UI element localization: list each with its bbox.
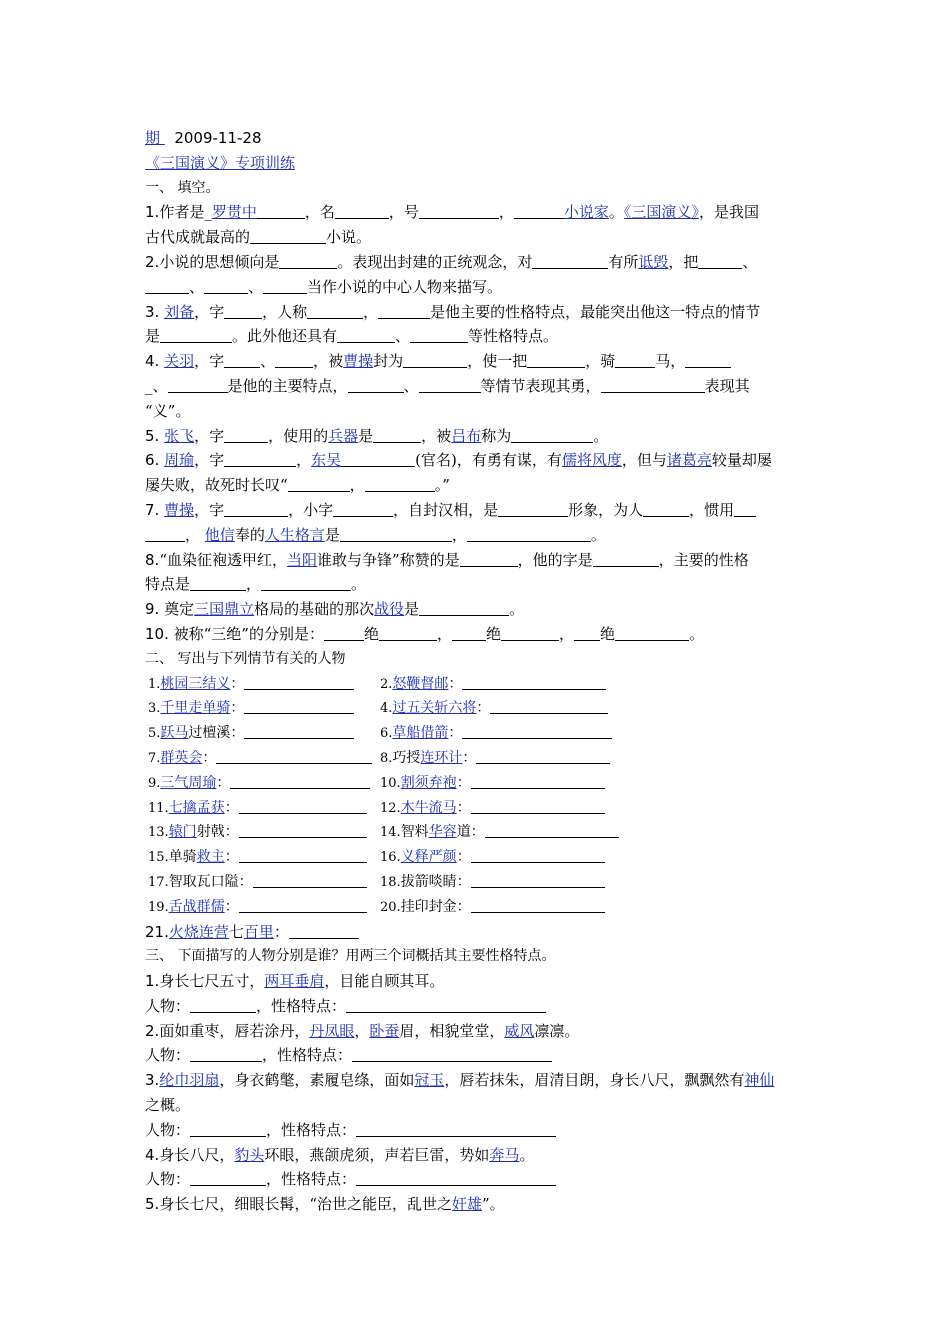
answer-blank[interactable]	[601, 377, 705, 393]
shenxian-link[interactable]: 神仙	[744, 1071, 775, 1090]
plot-row: 11.七擒孟获： 12.木牛流马：	[145, 796, 810, 821]
answer-blank[interactable]	[239, 822, 367, 838]
plot-link[interactable]: 三气周瑜	[160, 774, 217, 791]
answer-blank[interactable]	[501, 625, 559, 641]
title-line	[145, 151, 810, 176]
answer-blank[interactable]	[460, 551, 518, 567]
plot-link[interactable]: 怒鞭督邮	[392, 675, 449, 692]
motto-link[interactable]: 人生格言	[264, 525, 325, 544]
benma-link[interactable]: 奔马	[489, 1145, 520, 1164]
plot-link[interactable]: 千里走单骑	[160, 700, 231, 717]
q3-line2: 是 。此外他还具有 、 等性格特点。	[145, 327, 559, 346]
rujiang-link[interactable]: 儒将风度	[561, 451, 622, 470]
answer-blank[interactable]	[685, 352, 731, 368]
answer-blank[interactable]	[145, 526, 185, 542]
guanyu-jade-link[interactable]: 冠玉	[414, 1071, 445, 1090]
trait-blank[interactable]	[346, 997, 546, 1013]
s3-q4: 4.身长八尺，豹头环眼，燕颌虎须，声若巨雷，势如奔马。	[145, 1145, 535, 1164]
answer-blank[interactable]	[471, 872, 605, 888]
answer-blank[interactable]	[419, 203, 499, 219]
huoshaolianying-link[interactable]: 火烧连营	[168, 922, 229, 941]
answer-blank[interactable]	[250, 228, 326, 244]
plot-row: 13.辕门射戟： 14.智料华容道：	[145, 820, 810, 845]
document-body	[145, 126, 810, 1217]
q5-line: 5. 张飞，字 ，使用的兵器是 ，被吕布称为 。	[145, 426, 609, 445]
answer-blank[interactable]	[160, 327, 232, 343]
answer-blank[interactable]	[204, 278, 248, 294]
answer-blank[interactable]	[224, 427, 268, 443]
zhugeliang-link[interactable]: 诸葛亮	[666, 451, 712, 470]
section1-heading: 一、 填空。	[145, 179, 220, 196]
answer-blank[interactable]	[615, 625, 689, 641]
q4-line1: 4. 关羽，字 、 ，被曹操封为 ，使一把 ，骑 马，	[145, 349, 810, 374]
answer-blank[interactable]	[471, 798, 605, 814]
answer-blank[interactable]	[574, 625, 600, 641]
guanyu-link[interactable]: 关羽	[164, 352, 195, 371]
dangyang-link[interactable]: 当阳	[286, 550, 317, 569]
answer-blank[interactable]	[643, 501, 689, 517]
wocan-link[interactable]: 卧蚕	[369, 1021, 400, 1040]
weapon-link[interactable]: 兵器	[328, 426, 359, 445]
answer-blank[interactable]	[335, 203, 389, 219]
answer-blank[interactable]	[224, 501, 288, 517]
s3-q4-answer: 人物： ，性格特点：	[145, 1167, 810, 1192]
lvbu-link[interactable]: 吕布	[451, 426, 482, 445]
title-rest[interactable]: 专项训练	[235, 153, 296, 172]
answer-blank[interactable]	[145, 278, 189, 294]
answer-blank[interactable]	[615, 352, 655, 368]
answer-blank[interactable]	[337, 327, 395, 343]
answer-blank[interactable]	[498, 501, 568, 517]
lunjinyushan-link[interactable]: 纶巾羽扇	[159, 1071, 220, 1090]
caocao-link-2[interactable]: 曹操	[164, 500, 195, 519]
q6-line2: 屡失败，故死时长叹“ ， 。”	[145, 476, 450, 495]
plot-link[interactable]: 舌战群儒	[168, 898, 225, 915]
answer-blank[interactable]	[462, 723, 612, 739]
weifeng-link[interactable]: 威风	[504, 1021, 535, 1040]
trait-blank[interactable]	[356, 1170, 556, 1186]
sanguodingli-link[interactable]: 三国鼎立	[194, 600, 255, 619]
novelist-link[interactable]: 小说家	[563, 203, 609, 222]
q4-line2: _、 是他的主要特点， 、 等情节表现其勇， 表现其	[145, 376, 750, 395]
person-blank[interactable]	[190, 1170, 266, 1186]
luoguanzhong-link[interactable]: 罗贯中	[211, 203, 257, 222]
plot-link[interactable]: 连环计	[420, 749, 463, 766]
s3-q2: 2.面如重枣，唇若涂丹，丹凤眼，卧蚕眉，相貌堂堂，威风凛凛。	[145, 1021, 580, 1040]
q7-line1: 7. 曹操，字 ，小字 ，自封汉相，是 形象，为人 ，惯用	[145, 498, 810, 523]
q1-line2: 古代成就最高的 小说。	[145, 228, 372, 247]
answer-blank[interactable]	[288, 476, 350, 492]
plot-link[interactable]: 草船借箭	[392, 725, 449, 742]
plot-row: 17.智取瓦口隘： 18.拔箭啖睛：	[145, 870, 810, 895]
s3-q5: 5.身长七尺，细眼长髯，“治世之能臣，乱世之奸雄”。	[145, 1195, 505, 1214]
q9-line: 9. 奠定三国鼎立格局的基础的那次战役是 。	[145, 600, 525, 619]
answer-blank[interactable]	[462, 674, 606, 690]
plot-link[interactable]: 桃园三结义	[160, 675, 231, 692]
plot-link[interactable]: 过五关斩六将	[392, 700, 477, 717]
plot-link[interactable]: 七擒孟获	[168, 799, 225, 816]
answer-blank[interactable]	[476, 748, 610, 764]
answer-blank[interactable]	[593, 551, 659, 567]
plot-row: 3.千里走单骑： 4.过五关斩六将：	[145, 696, 810, 721]
period-link[interactable]: 期	[145, 129, 165, 147]
section2-heading: 二、 写出与下列情节有关的人物	[145, 650, 346, 667]
s3-q1: 1.身长七尺五寸，两耳垂肩，目能自顾其耳。	[145, 972, 445, 991]
q10-line: 10. 被称“三绝”的分别是： 绝 ， 绝 ， 绝 。	[145, 624, 705, 643]
answer-blank[interactable]	[239, 798, 367, 814]
answer-blank[interactable]	[467, 526, 591, 542]
answer-blank[interactable]	[224, 352, 260, 368]
answer-blank[interactable]	[379, 625, 437, 641]
answer-blank[interactable]	[452, 625, 486, 641]
plot-row: 1.桃园三结义： 2.怒鞭督邮：	[145, 672, 810, 697]
answer-blank[interactable]	[239, 847, 367, 863]
plot-row: 19.舌战群儒： 20.挂印封金：	[145, 895, 810, 920]
answer-blank[interactable]	[307, 303, 363, 319]
answer-blank[interactable]	[275, 352, 313, 368]
plot-link[interactable]: 割须弃袍	[400, 774, 457, 791]
answer-blank[interactable]	[263, 278, 307, 294]
answer-blank[interactable]	[257, 203, 305, 219]
plot-row: 15.单骑救主： 16.义释严颜：	[145, 845, 810, 870]
answer-blank[interactable]	[244, 723, 354, 739]
sanguoyanyi-link[interactable]: 《三国演义》	[623, 203, 699, 222]
answer-blank[interactable]	[527, 352, 585, 368]
baili-link[interactable]: 百里	[243, 922, 274, 941]
person-blank[interactable]	[190, 1121, 266, 1137]
answer-blank[interactable]	[698, 253, 742, 269]
answer-blank[interactable]	[244, 698, 354, 714]
answer-blank[interactable]	[289, 923, 359, 939]
s3-q1-answer: 人物： ，性格特点：	[145, 994, 810, 1019]
answer-blank[interactable]	[365, 476, 435, 492]
answer-blank[interactable]	[230, 773, 370, 789]
plot-link[interactable]: 救主	[196, 849, 225, 866]
answer-blank[interactable]	[485, 822, 619, 838]
section3-heading: 三、 下面描写的人物分别是谁？用两三个词概括其主要性格特点。	[145, 948, 556, 965]
trait-blank[interactable]	[352, 1046, 552, 1062]
answer-blank[interactable]	[224, 303, 262, 319]
q2-line1: 2.小说的思想倾向是 。表现出封建的正统观念，对 有所诋毁，把 、	[145, 252, 758, 271]
plot-link[interactable]: 辕门	[168, 824, 197, 841]
answer-blank[interactable]	[734, 501, 756, 517]
answer-blank[interactable]	[471, 773, 605, 789]
zhangfei-link[interactable]: 张飞	[164, 426, 195, 445]
q6-line1: 6. 周瑜，字 ，东吴 (官名)，有勇有谋，有儒将风度，但与诸葛亮较量却屡	[145, 451, 772, 470]
caocao-link[interactable]: 曹操	[343, 352, 374, 371]
answer-blank[interactable]	[279, 253, 337, 269]
dihui-link[interactable]: 诋毁	[638, 252, 669, 271]
answer-blank[interactable]	[261, 575, 351, 591]
dongwu-link[interactable]: 东吴	[311, 451, 342, 470]
answer-blank[interactable]	[341, 451, 415, 467]
taxin-link[interactable]: 他信	[204, 525, 235, 544]
plot-link[interactable]: 群英会	[160, 749, 203, 766]
answer-blank[interactable]	[190, 575, 246, 591]
answer-blank[interactable]	[224, 451, 296, 467]
q8-line1: 8.“血染征袍透甲红，当阳谁敢与争锋”称赞的是 ，他的字是 ，主要的性格	[145, 550, 749, 569]
q7-line2: ， 他信奉的人生格言是 ， 。	[145, 523, 810, 548]
q2-line2: 、 、 当作小说的中心人物来描写。	[145, 275, 810, 300]
answer-blank[interactable]	[373, 427, 421, 443]
answer-blank[interactable]	[511, 427, 593, 443]
plot-link[interactable]: 华容	[428, 824, 457, 841]
q4-line3: “义”。	[145, 401, 191, 420]
header-line	[145, 126, 810, 151]
plot-row: 7.群英会： 8.巧授连环计：	[145, 746, 810, 771]
liubei-link[interactable]: 刘备	[164, 302, 195, 321]
answer-blank[interactable]	[348, 377, 404, 393]
plot-link[interactable]: 木牛流马	[400, 799, 457, 816]
liangerchuijian-link[interactable]: 两耳垂肩	[264, 972, 325, 991]
answer-blank[interactable]	[490, 698, 608, 714]
answer-blank[interactable]	[532, 253, 608, 269]
s3-q3-line2: 之概。	[145, 1096, 191, 1115]
answer-blank[interactable]	[403, 352, 467, 368]
s3-q3-answer: 人物： ，性格特点：	[145, 1118, 810, 1143]
zhanyi-link[interactable]: 战役	[374, 600, 405, 619]
person-blank[interactable]	[190, 997, 256, 1013]
plot-row: 5.跃马过檀溪： 6.草船借箭：	[145, 721, 810, 746]
jianxiong-link[interactable]: 奸雄	[451, 1195, 482, 1214]
answer-blank[interactable]	[239, 897, 367, 913]
answer-blank[interactable]	[324, 625, 364, 641]
zhouyu-link[interactable]: 周瑜	[164, 451, 195, 470]
answer-blank[interactable]	[333, 501, 393, 517]
plot-link[interactable]: 义释严颜	[400, 849, 457, 866]
date-text: 2009-11-28	[174, 129, 262, 147]
s3-q2-answer: 人物： ，性格特点：	[145, 1043, 810, 1068]
answer-blank[interactable]	[419, 377, 481, 393]
answer-blank[interactable]	[378, 303, 430, 319]
person-blank[interactable]	[190, 1046, 262, 1062]
plot-row: 9.三气周瑜： 10.割须弃袍：	[145, 771, 810, 796]
answer-blank[interactable]	[168, 377, 228, 393]
answer-blank[interactable]	[419, 600, 509, 616]
answer-blank[interactable]	[216, 748, 372, 764]
answer-blank[interactable]	[244, 674, 354, 690]
answer-blank[interactable]	[253, 872, 367, 888]
q1-line1: 1.作者是_罗贯中 ，名 ，号 ， 小说家。《三国演义》，是我国	[145, 203, 759, 222]
plot-link[interactable]: 跃马	[160, 725, 189, 742]
q3-line1: 3. 刘备，字 ，人称 ， 是他主要的性格特点，最能突出他这一特点的情节	[145, 302, 761, 321]
q8-line2: 特点是 ， 。	[145, 575, 367, 594]
s3-q3-line1: 3.纶巾羽扇，身衣鹤氅，素履皂绦，面如冠玉，唇若抹朱，眉清目朗，身长八尺，飘飘然有神仙	[145, 1071, 775, 1090]
title-link[interactable]: 《三国演义》	[145, 153, 236, 172]
answer-blank[interactable]	[471, 847, 605, 863]
answer-blank[interactable]	[514, 203, 564, 219]
answer-blank[interactable]	[471, 897, 605, 913]
danfengyan-link[interactable]: 丹凤眼	[309, 1021, 355, 1040]
plot-item-21: 21.火烧连营七百里：	[145, 920, 810, 945]
baotou-link[interactable]: 豹头	[234, 1145, 265, 1164]
trait-blank[interactable]	[356, 1121, 556, 1137]
answer-blank[interactable]	[410, 327, 468, 343]
answer-blank[interactable]	[340, 526, 452, 542]
